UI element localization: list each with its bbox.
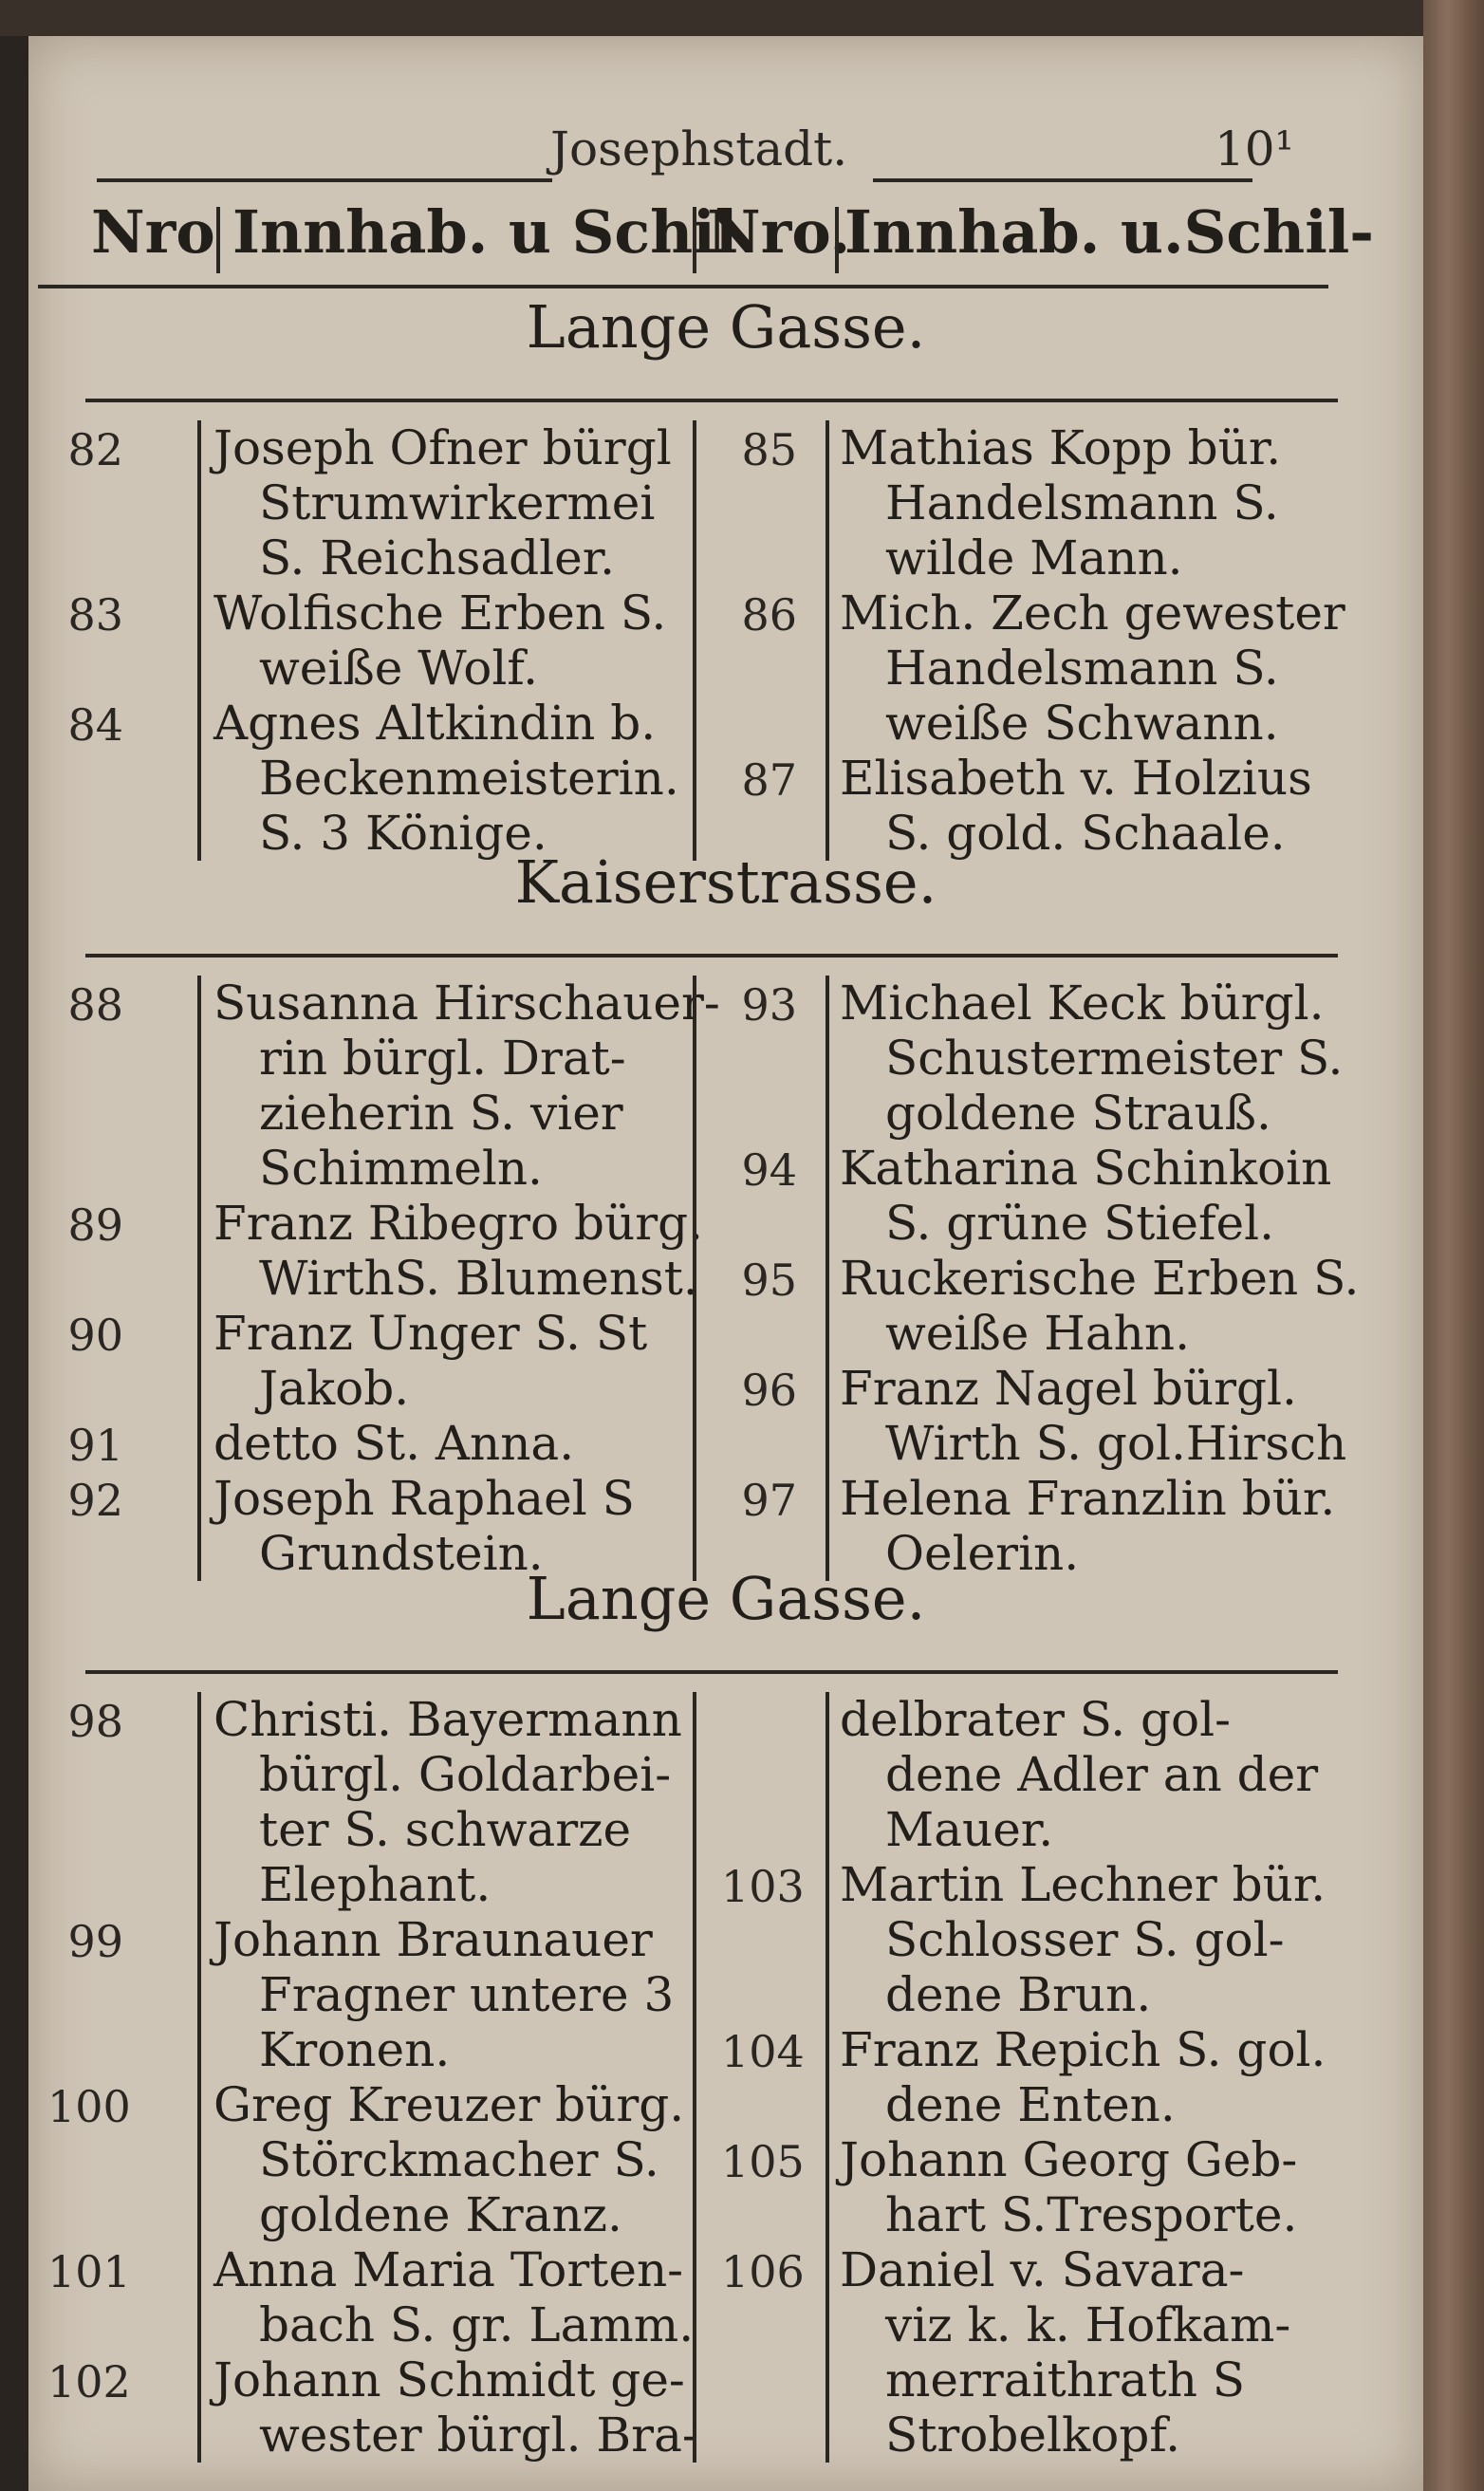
resident-entry [840,2022,1326,2132]
entry-line: Wolfische Erben S. [213,586,667,641]
street-heading: Lange Gasse. [526,1564,926,1633]
resident-entry [840,586,1345,751]
entry-line: Mich. Zech gewester [840,586,1345,641]
entry-line: zieherin S. vier [259,1086,623,1141]
entry-line: Michael Keck bürgl. [840,976,1325,1031]
house-number: 104 [721,2026,805,2077]
entry-line: dene Brun. [885,1967,1152,2022]
entry-line: Schimmeln. [259,1141,543,1196]
entry-line: S. 3 Könige. [259,806,547,861]
entry-line: Elephant. [259,1857,492,1912]
resident-entry [213,2242,694,2352]
entry-line: Anna Maria Torten- [213,2242,684,2297]
entry-line: weiße Schwann. [885,696,1279,751]
entry-line: Strumwirkermei [259,475,656,530]
entry-line: detto St. Anna. [213,1416,575,1471]
entry-line: ter S. schwarze [259,1802,632,1857]
resident-entry [840,1361,1346,1471]
entry-line: S. grüne Stiefel. [885,1196,1274,1251]
entry-line: weiße Wolf. [259,641,538,696]
column-divider [693,976,696,1581]
resident-entry [213,696,679,861]
house-number: 87 [741,754,797,806]
house-number: 97 [741,1475,797,1526]
house-number: 82 [67,424,123,475]
resident-entry [840,751,1312,861]
entry-line: Oelerin. [885,1526,1080,1581]
page-number: 10¹ [1215,121,1294,177]
resident-entry [213,2077,684,2242]
column-divider [197,420,201,861]
book-spine [1423,0,1484,2491]
entry-line: Schustermeister S. [885,1031,1344,1086]
entry-line: Ruckerische Erben S. [840,1251,1360,1306]
entry-line: Joseph Ofner bürgl [213,420,672,475]
col1-title-header: Innhab. u Schil [232,197,738,267]
resident-entry [840,1141,1331,1251]
resident-entry [213,1912,674,2077]
house-number: 98 [67,1696,123,1747]
resident-entry [840,976,1343,1141]
entry-line: rin bürgl. Drat- [259,1031,626,1086]
resident-entry [840,1857,1326,2022]
entry-line: wilde Mann. [885,530,1183,586]
entry-line: Wirth S. gol.Hirsch [885,1416,1347,1471]
street-heading: Kaiserstrasse. [514,847,937,917]
entry-line: Susanna Hirschauer- [213,976,720,1031]
entry-line: Handelsmann S. [885,475,1279,530]
entry-line: Mauer. [885,1802,1054,1857]
head-rule-left [97,178,552,182]
street-heading: Lange Gasse. [526,292,926,362]
column-divider [197,1692,201,2463]
entry-line: Beckenmeisterin. [259,751,679,806]
scan-top-edge [0,0,1484,36]
entry-line: Franz Ribegro bürg. [213,1196,703,1251]
house-number: 88 [67,979,123,1031]
entry-line: Helena Franzlin bür. [840,1471,1336,1526]
resident-entry [840,1251,1359,1361]
entry-line: Mathias Kopp bür. [840,420,1282,475]
entry-line: hart S.Tresporte. [885,2187,1298,2242]
header-divider [835,207,839,273]
entry-line: viz k. k. Hofkam- [885,2297,1291,2352]
entry-line: Greg Kreuzer bürg. [213,2077,685,2132]
entry-line: delbrater S. gol- [840,1692,1232,1747]
column-divider [197,976,201,1581]
col2-nro-header: Nro. [707,197,851,267]
entry-line: dene Adler an der [885,1747,1319,1802]
column-divider [693,420,696,861]
house-number: 106 [721,2246,805,2297]
column-divider [825,976,829,1581]
entry-line: Franz Unger S. St [213,1306,648,1361]
entry-line: Störckmacher S. [259,2132,659,2187]
entry-line: Johann Braunauer [213,1912,653,1967]
resident-entry [840,420,1281,586]
entry-line: Kronen. [259,2022,451,2077]
section-rule [85,954,1338,957]
entry-line: merraithrath S [885,2352,1246,2407]
house-number: 96 [741,1365,797,1416]
header-divider [693,207,696,273]
header-rule [38,285,1328,288]
resident-entry [840,2132,1297,2242]
entry-line: Handelsmann S. [885,641,1279,696]
entry-line: S. gold. Schaale. [885,806,1286,861]
entry-line: Martin Lechner bür. [840,1857,1326,1912]
entry-line: Agnes Altkindin b. [213,696,657,751]
running-title: Josephstadt. [550,121,848,177]
house-number: 93 [741,979,797,1031]
house-number: 101 [47,2246,131,2297]
entry-line: bach S. gr. Lamm. [259,2297,695,2352]
column-divider [825,420,829,861]
house-number: 85 [741,424,797,475]
house-number: 100 [47,2081,131,2132]
resident-entry [213,1306,647,1416]
entry-line: Jakob. [259,1361,410,1416]
resident-entry [213,2352,698,2463]
house-number: 83 [67,589,123,641]
house-number: 90 [67,1310,123,1361]
entry-line: WirthS. Blumenst. [259,1251,698,1306]
entry-line: Franz Nagel bürgl. [840,1361,1297,1416]
house-number: 92 [67,1475,123,1526]
entry-line: Elisabeth v. Holzius [840,751,1312,806]
entry-line: goldene Kranz. [259,2187,622,2242]
entry-line: Grundstein. [259,1526,544,1581]
entry-line: Johann Schmidt ge- [213,2352,685,2407]
entry-line: Johann Georg Geb- [840,2132,1298,2187]
entry-line: S. Reichsadler. [259,530,616,586]
entry-line: goldene Strauß. [885,1086,1271,1141]
section-rule [85,399,1338,402]
resident-entry [840,1692,1318,1857]
entry-line: Schlosser S. gol- [885,1912,1285,1967]
column-divider [693,1692,696,2463]
house-number: 95 [741,1255,797,1306]
col1-nro-header: Nro [91,197,215,267]
head-rule-right [873,178,1252,182]
house-number: 103 [721,1861,805,1912]
resident-entry [213,976,720,1196]
entry-line: Strobelkopf. [885,2407,1180,2463]
col2-title-header: Innhab. u.Schil- [844,197,1375,267]
section-rule [85,1670,1338,1674]
entry-line: Fragner untere 3 [259,1967,675,2022]
entry-line: bürgl. Goldarbei- [259,1747,672,1802]
resident-entry [213,1196,703,1306]
entry-line: dene Enten. [885,2077,1176,2132]
column-divider [825,1692,829,2463]
resident-entry [213,586,666,696]
entry-line: Katharina Schinkoin [840,1141,1332,1196]
house-number: 86 [741,589,797,641]
header-divider [216,207,220,273]
entry-line: wester bürgl. Bra- [259,2407,698,2463]
house-number: 102 [47,2356,131,2407]
entry-line: Franz Repich S. gol. [840,2022,1326,2077]
resident-entry [213,1692,682,1912]
entry-line: weiße Hahn. [885,1306,1190,1361]
entry-line: Daniel v. Savara- [840,2242,1245,2297]
house-number: 99 [67,1916,123,1967]
book-page [28,36,1423,2491]
house-number: 91 [67,1420,123,1471]
entry-line: Christi. Bayermann [213,1692,682,1747]
house-number: 84 [67,699,123,751]
house-number: 105 [721,2136,805,2187]
resident-entry [840,2242,1290,2463]
resident-entry [213,420,672,586]
entry-line: Joseph Raphael S [213,1471,635,1526]
house-number: 89 [67,1199,123,1251]
resident-entry [213,1416,574,1471]
house-number: 94 [741,1144,797,1196]
